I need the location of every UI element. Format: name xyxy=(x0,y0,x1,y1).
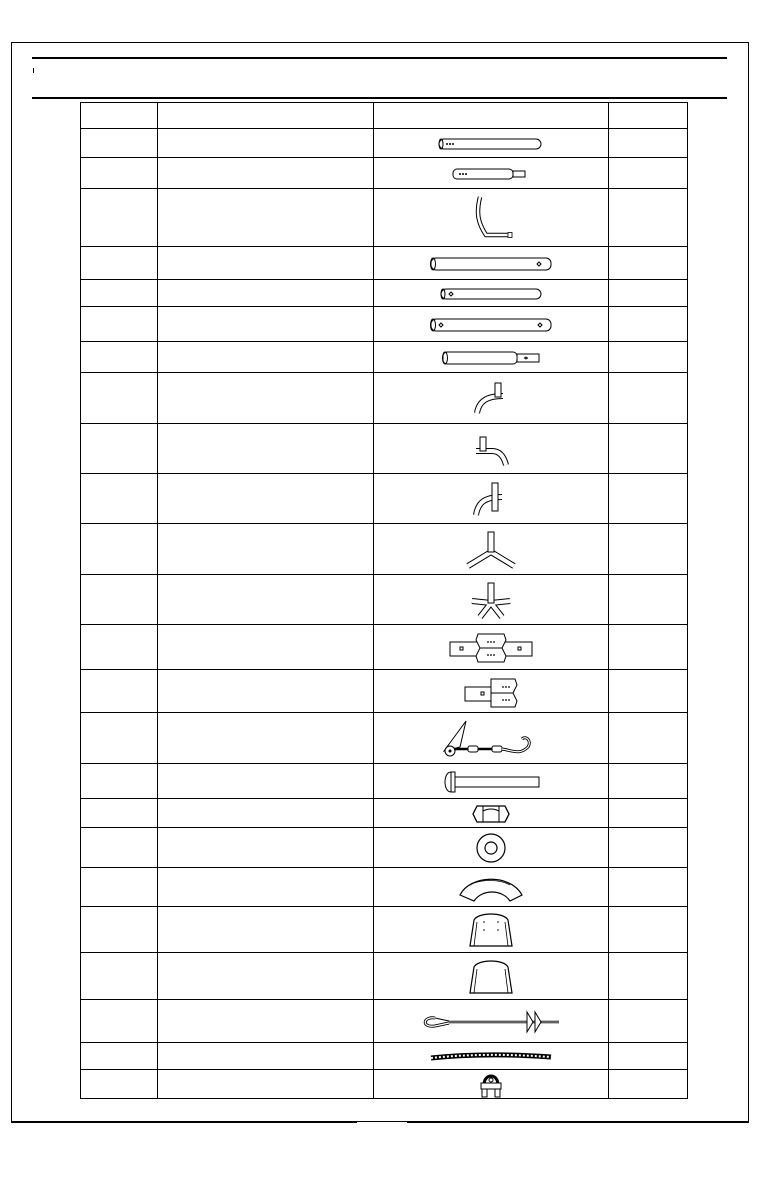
part-qty xyxy=(609,1070,687,1099)
part-description xyxy=(158,799,374,828)
long-tube-icon xyxy=(428,255,554,273)
table-row xyxy=(81,712,687,764)
table-row xyxy=(81,669,687,713)
part-qty xyxy=(609,424,687,474)
part-description xyxy=(158,524,374,575)
table-row xyxy=(81,306,687,342)
part-description xyxy=(158,424,374,474)
tube-reduced-icon xyxy=(451,167,531,181)
table-row xyxy=(81,1069,687,1099)
four-way-connector-icon xyxy=(468,579,514,621)
table-row xyxy=(81,246,687,280)
part-id xyxy=(81,129,158,158)
header-tick-mark xyxy=(33,68,34,73)
part-id xyxy=(81,342,158,373)
part-id xyxy=(81,474,158,524)
table-row xyxy=(81,372,687,424)
part-description xyxy=(158,373,374,424)
ground-anchor-icon xyxy=(419,1008,563,1036)
part-qty xyxy=(609,575,687,625)
part-id xyxy=(81,764,158,799)
table-row xyxy=(81,867,687,907)
cross-elbow-connector-icon xyxy=(470,477,512,521)
part-qty xyxy=(609,868,687,907)
part-description xyxy=(158,1043,374,1070)
part-id xyxy=(81,524,158,575)
washer-icon xyxy=(473,830,509,866)
part-description xyxy=(158,868,374,907)
header-rule-bottom xyxy=(32,97,727,99)
table-row xyxy=(81,128,687,158)
header-cell-image xyxy=(374,103,609,128)
part-id xyxy=(81,670,158,713)
part-qty xyxy=(609,373,687,424)
table-row xyxy=(81,952,687,1000)
part-id xyxy=(81,868,158,907)
part-qty xyxy=(609,799,687,828)
part-id xyxy=(81,373,158,424)
part-description xyxy=(158,129,374,158)
elbow-connector-icon xyxy=(471,379,511,419)
footer-rule-left xyxy=(11,1122,357,1123)
table-header-row xyxy=(81,103,687,128)
end-cap-holes-icon xyxy=(464,910,518,950)
part-id xyxy=(81,828,158,868)
table-row xyxy=(81,279,687,307)
part-description xyxy=(158,247,374,280)
table-row xyxy=(81,473,687,524)
ratchet-hook-icon xyxy=(436,717,546,761)
part-description xyxy=(158,764,374,799)
part-qty xyxy=(609,342,687,373)
part-qty xyxy=(609,953,687,1000)
part-id xyxy=(81,1000,158,1043)
part-qty xyxy=(609,189,687,247)
tube-step-icon xyxy=(439,349,543,367)
part-id xyxy=(81,575,158,625)
table-row xyxy=(81,423,687,474)
part-qty xyxy=(609,307,687,342)
part-id xyxy=(81,424,158,474)
part-id xyxy=(81,247,158,280)
part-qty xyxy=(609,828,687,868)
table-row xyxy=(81,157,687,189)
part-description xyxy=(158,670,374,713)
part-qty xyxy=(609,129,687,158)
table-row xyxy=(81,906,687,953)
part-id xyxy=(81,713,158,764)
part-id xyxy=(81,799,158,828)
part-qty xyxy=(609,158,687,189)
part-description xyxy=(158,575,374,625)
table-row xyxy=(81,763,687,799)
double-bracket-icon xyxy=(446,630,536,666)
part-id xyxy=(81,158,158,189)
part-description xyxy=(158,1070,374,1099)
part-qty xyxy=(609,670,687,713)
single-bracket-icon xyxy=(461,675,521,709)
footer-rule-right xyxy=(407,1122,749,1123)
header-cell-qty xyxy=(609,103,687,128)
bent-pole-icon xyxy=(466,193,516,243)
part-id xyxy=(81,1043,158,1070)
part-description xyxy=(158,1000,374,1043)
part-description xyxy=(158,713,374,764)
t-elbow-connector-icon xyxy=(470,429,512,469)
part-description xyxy=(158,625,374,670)
part-description xyxy=(158,158,374,189)
part-description xyxy=(158,953,374,1000)
part-qty xyxy=(609,625,687,670)
table-row xyxy=(81,827,687,868)
table-row xyxy=(81,523,687,575)
part-id xyxy=(81,280,158,307)
header-rule-top xyxy=(32,57,727,59)
table-row xyxy=(81,624,687,670)
tube-short-icon xyxy=(436,136,546,152)
nut-icon xyxy=(471,803,511,825)
wire-clamp-icon xyxy=(476,1071,506,1099)
part-qty xyxy=(609,247,687,280)
part-description xyxy=(158,307,374,342)
part-description xyxy=(158,342,374,373)
part-id xyxy=(81,625,158,670)
table-row xyxy=(81,1042,687,1070)
part-id xyxy=(81,907,158,953)
part-qty xyxy=(609,713,687,764)
part-qty xyxy=(609,907,687,953)
part-qty xyxy=(609,1043,687,1070)
part-description xyxy=(158,189,374,247)
part-id xyxy=(81,953,158,1000)
end-cap-icon xyxy=(464,957,518,997)
part-description xyxy=(158,280,374,307)
tube-two-holes-icon xyxy=(428,316,554,334)
part-description xyxy=(158,907,374,953)
table-row xyxy=(81,798,687,828)
part-description xyxy=(158,828,374,868)
arch-cap-icon xyxy=(456,871,526,905)
part-qty xyxy=(609,764,687,799)
part-qty xyxy=(609,280,687,307)
table-row xyxy=(81,999,687,1043)
tube-hole-icon xyxy=(439,286,543,302)
part-id xyxy=(81,307,158,342)
part-qty xyxy=(609,474,687,524)
table-row xyxy=(81,188,687,247)
table-row xyxy=(81,341,687,373)
parts-table xyxy=(80,102,688,1099)
rope-icon xyxy=(429,1051,553,1063)
part-id xyxy=(81,1070,158,1099)
header-cell-description xyxy=(158,103,374,128)
table-row xyxy=(81,574,687,625)
three-way-connector-icon xyxy=(464,528,518,572)
header-cell-part xyxy=(81,103,158,128)
part-id xyxy=(81,189,158,247)
part-qty xyxy=(609,524,687,575)
bolt-icon xyxy=(441,770,541,794)
part-description xyxy=(158,474,374,524)
part-qty xyxy=(609,1000,687,1043)
